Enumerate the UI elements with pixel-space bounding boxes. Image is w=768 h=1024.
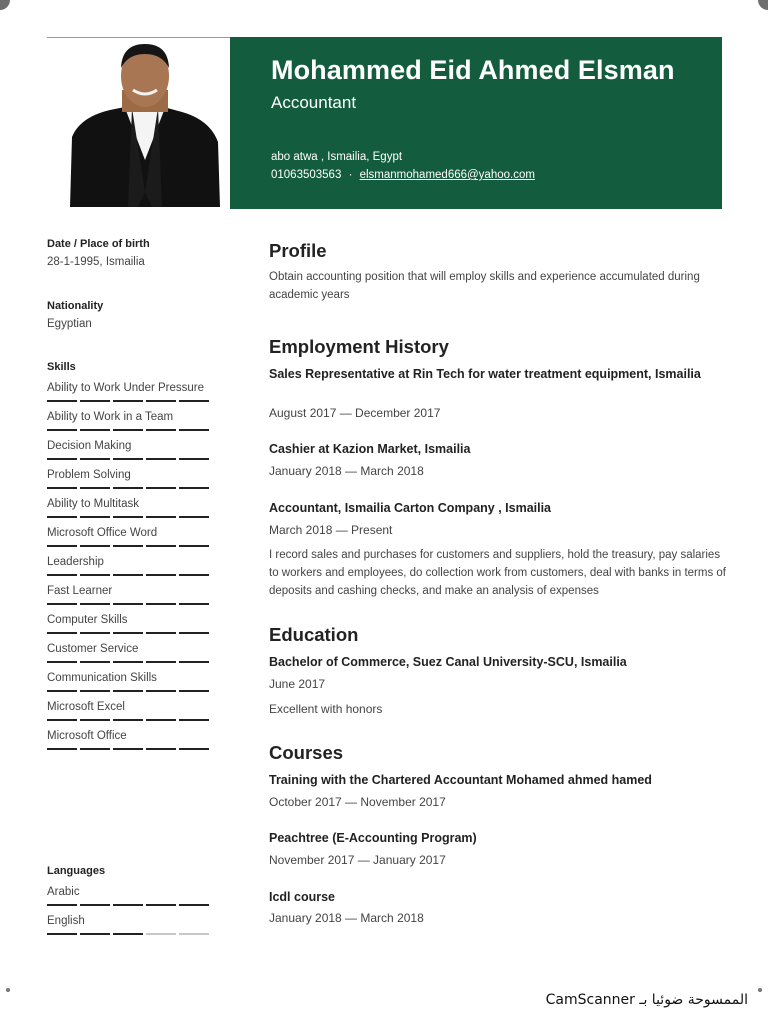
education-degree: Bachelor of Commerce, Suez Canal University-SCU, Ismailia [269, 655, 627, 669]
skill-item [47, 727, 209, 750]
skill-level-segment [47, 748, 77, 750]
skill-level-segment [113, 400, 143, 402]
skill-label: Ability to Work Under Pressure [47, 382, 205, 394]
skill-level-bar [47, 487, 209, 489]
skill-label: Microsoft Excel [47, 701, 125, 713]
skill-level-bar [47, 574, 209, 576]
skill-level-segment [179, 603, 209, 605]
profile-text: Obtain accounting position that will employ skills and experience accumulated during academic years [269, 271, 700, 301]
skill-level-segment [179, 574, 209, 576]
education-dates: June 2017 [269, 677, 326, 691]
skill-level-segment [80, 487, 110, 489]
skills-label: Skills [47, 361, 76, 373]
skill-level-bar [47, 632, 209, 634]
skill-level-segment [146, 603, 176, 605]
skill-item [47, 582, 209, 605]
skill-level-segment [47, 400, 77, 402]
skill-item [47, 883, 209, 906]
job-description-3: I record sales and purchases for customers and suppliers, hold the treasury, pay salaries to workers and employees, do collection work from customers, deal with banks in terms of deposits and cashing checks, and make an analysis of expenses [269, 549, 726, 597]
skill-label: Problem Solving [47, 469, 131, 481]
skill-level-segment [113, 603, 143, 605]
profile-photo [70, 42, 220, 207]
skill-label: Leadership [47, 556, 104, 568]
skill-level-segment [80, 516, 110, 518]
skill-level-segment [179, 904, 209, 906]
skill-level-segment [80, 545, 110, 547]
skill-level-segment [47, 661, 77, 663]
birth-section [47, 238, 209, 268]
education-heading: Education [269, 624, 359, 645]
skill-level-segment [146, 458, 176, 460]
header-rule [47, 37, 230, 38]
skill-level-segment [80, 661, 110, 663]
languages-section [47, 865, 209, 935]
address: abo atwa , Ismailia, Egypt [271, 151, 403, 163]
nationality-section [47, 300, 209, 330]
skill-level-segment [146, 516, 176, 518]
skill-level-segment [179, 632, 209, 634]
job-title-2: Cashier at Kazion Market, Ismailia [269, 442, 471, 456]
skill-level-segment [80, 603, 110, 605]
skill-level-segment [146, 933, 176, 935]
skill-level-bar [47, 400, 209, 402]
skill-level-segment [47, 545, 77, 547]
skill-level-bar [47, 690, 209, 692]
corner-mark-top-right [758, 0, 768, 10]
job-dates-1: August 2017 — December 2017 [269, 406, 441, 420]
skill-item [47, 640, 209, 663]
skill-level-segment [113, 690, 143, 692]
job-dates-2: January 2018 — March 2018 [269, 464, 424, 478]
education-note: Excellent with honors [269, 702, 383, 716]
candidate-name: Mohammed Eid Ahmed Elsman [271, 55, 675, 85]
skill-level-segment [179, 719, 209, 721]
nationality-value: Egyptian [47, 318, 92, 330]
skill-level-segment [47, 719, 77, 721]
skill-level-bar [47, 516, 209, 518]
skill-level-segment [146, 904, 176, 906]
languages-label: Languages [47, 865, 106, 877]
skill-level-segment [146, 429, 176, 431]
skill-level-segment [80, 632, 110, 634]
job-dates-3: March 2018 — Present [269, 523, 393, 537]
skill-level-segment [113, 748, 143, 750]
skill-level-segment [47, 516, 77, 518]
skill-level-segment [80, 429, 110, 431]
skill-level-segment [113, 904, 143, 906]
skill-level-segment [80, 574, 110, 576]
skill-label: Ability to Work in a Team [47, 411, 174, 423]
skill-level-segment [47, 429, 77, 431]
profile-heading: Profile [269, 240, 327, 261]
skill-level-segment [146, 690, 176, 692]
skill-level-segment [179, 487, 209, 489]
skill-level-segment [179, 661, 209, 663]
skill-level-segment [80, 904, 110, 906]
skill-level-segment [179, 933, 209, 935]
skill-level-segment [47, 904, 77, 906]
skill-level-segment [80, 458, 110, 460]
phone: 01063503563 [271, 169, 342, 181]
skill-level-segment [47, 933, 77, 935]
skill-label: Ability to Multitask [47, 498, 140, 510]
skill-level-segment [179, 458, 209, 460]
job-title: Accountant [271, 93, 357, 112]
skill-level-bar [47, 661, 209, 663]
skill-label: Customer Service [47, 643, 139, 655]
course-title-2: Peachtree (E-Accounting Program) [269, 831, 477, 845]
skill-item [47, 611, 209, 634]
skill-level-segment [146, 487, 176, 489]
skill-level-segment [113, 719, 143, 721]
skill-level-segment [113, 545, 143, 547]
skill-level-segment [146, 545, 176, 547]
skill-level-segment [113, 458, 143, 460]
skill-level-segment [113, 429, 143, 431]
course-title-1: Training with the Chartered Accountant Mohamed ahmed hamed [269, 773, 652, 787]
skill-level-segment [179, 516, 209, 518]
skill-level-segment [47, 487, 77, 489]
courses-heading: Courses [269, 742, 344, 763]
skill-level-segment [80, 933, 110, 935]
course-dates-2: November 2017 — January 2017 [269, 853, 446, 867]
corner-mark-top-left [0, 0, 10, 10]
separator: · [348, 169, 353, 181]
corner-mark-bottom-left [6, 988, 10, 992]
employment-heading: Employment History [269, 336, 449, 357]
skill-item [47, 698, 209, 721]
skill-level-segment [47, 603, 77, 605]
skill-item [47, 553, 209, 576]
skills-list [47, 379, 209, 750]
skill-level-segment [146, 632, 176, 634]
skill-level-segment [146, 748, 176, 750]
skill-item [47, 912, 209, 935]
course-title-3: Icdl course [269, 890, 335, 904]
birth-value: 28-1-1995, Ismailia [47, 256, 145, 268]
skills-section [47, 361, 209, 750]
skill-level-bar [47, 719, 209, 721]
header-banner [230, 37, 722, 209]
skill-level-segment [179, 748, 209, 750]
skill-label: Microsoft Office Word [47, 527, 158, 539]
skill-level-segment [80, 748, 110, 750]
skill-level-segment [47, 458, 77, 460]
skill-label: Computer Skills [47, 614, 128, 626]
skill-level-bar [47, 429, 209, 431]
skill-level-segment [80, 719, 110, 721]
course-dates-3: January 2018 — March 2018 [269, 911, 424, 925]
skill-level-bar [47, 545, 209, 547]
skill-label: Microsoft Office [47, 730, 127, 742]
nationality-label: Nationality [47, 300, 104, 312]
skill-level-segment [146, 574, 176, 576]
skill-level-segment [47, 632, 77, 634]
skill-level-segment [113, 632, 143, 634]
skill-level-segment [113, 487, 143, 489]
skill-level-segment [113, 661, 143, 663]
skill-level-segment [47, 690, 77, 692]
job-title-3: Accountant, Ismailia Carton Company , Ismailia [269, 501, 552, 515]
job-title-1: Sales Representative at Rin Tech for water treatment equipment, Ismailia [269, 367, 701, 381]
skill-level-segment [146, 661, 176, 663]
skill-label: Arabic [47, 886, 80, 898]
skill-level-segment [146, 719, 176, 721]
skill-item [47, 669, 209, 692]
skill-label: Decision Making [47, 440, 132, 452]
birth-label: Date / Place of birth [47, 238, 150, 250]
course-dates-1: October 2017 — November 2017 [269, 795, 446, 809]
corner-mark-bottom-right [758, 988, 762, 992]
scanner-watermark: CamScanner الممسوحة ضوئيا بـ [545, 992, 748, 1008]
skill-level-segment [113, 933, 143, 935]
skill-item [47, 495, 209, 518]
skill-item [47, 437, 209, 460]
skill-label: Communication Skills [47, 672, 157, 684]
contact-line [271, 169, 535, 181]
email-link[interactable]: elsmanmohamed666@yahoo.com [359, 169, 535, 181]
skill-level-segment [179, 545, 209, 547]
skill-item [47, 524, 209, 547]
skill-level-segment [179, 400, 209, 402]
skill-label: English [47, 915, 85, 927]
skill-item [47, 466, 209, 489]
skill-level-segment [113, 516, 143, 518]
skill-level-bar [47, 603, 209, 605]
skill-level-segment [179, 429, 209, 431]
skill-level-bar [47, 748, 209, 750]
languages-list [47, 883, 209, 935]
skill-level-segment [47, 574, 77, 576]
skill-label: Fast Learner [47, 585, 113, 597]
skill-item [47, 408, 209, 431]
skill-level-bar [47, 458, 209, 460]
skill-level-bar [47, 933, 209, 935]
skill-item [47, 379, 209, 402]
skill-level-segment [146, 400, 176, 402]
skill-level-segment [113, 574, 143, 576]
skill-level-segment [80, 400, 110, 402]
skill-level-segment [179, 690, 209, 692]
skill-level-segment [80, 690, 110, 692]
skill-level-bar [47, 904, 209, 906]
